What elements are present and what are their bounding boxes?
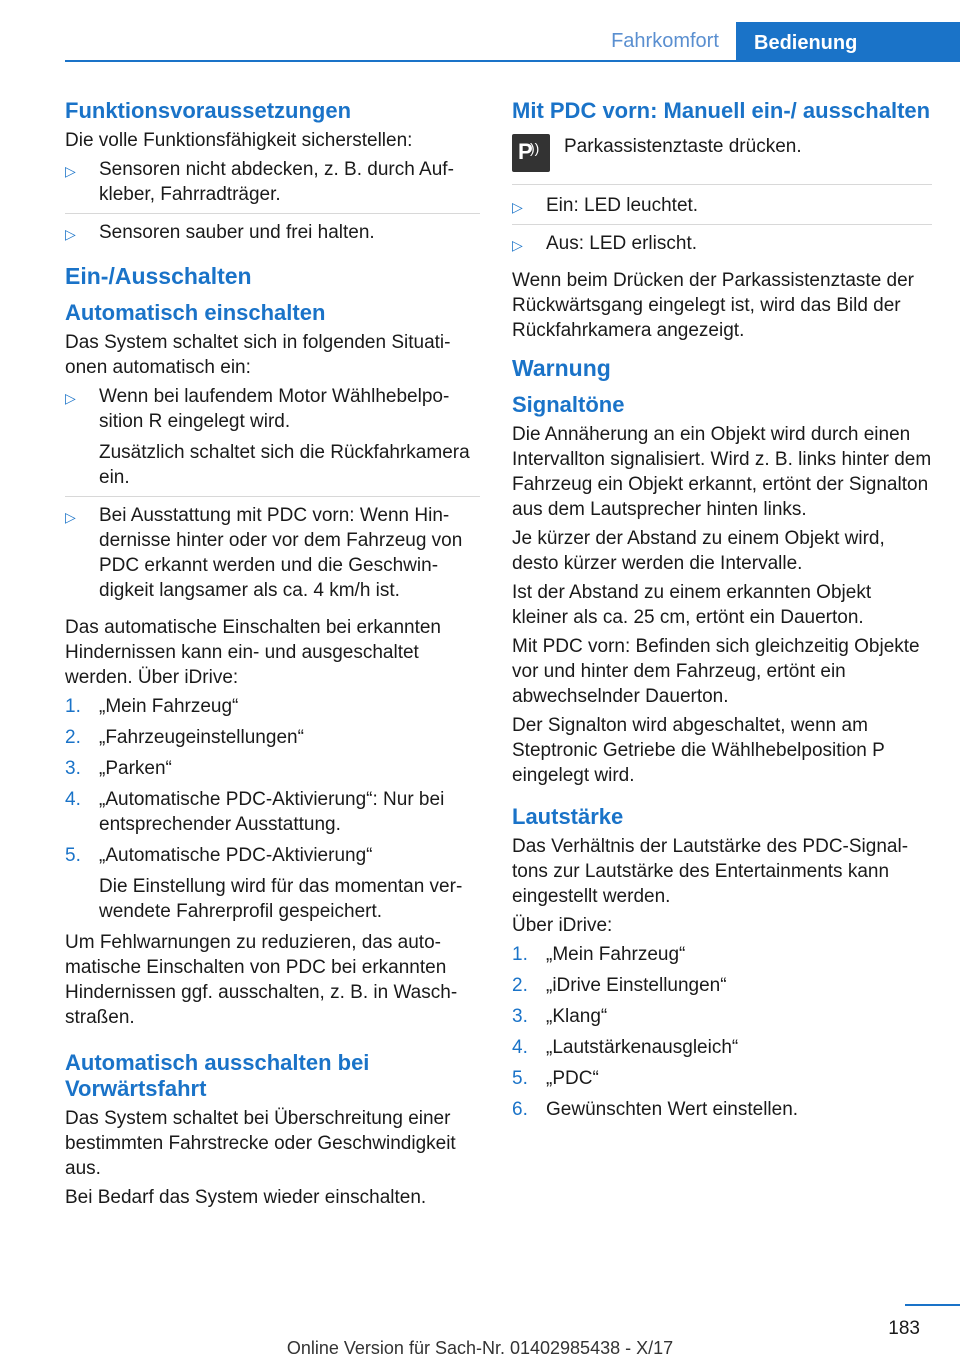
bullet-list	[65, 157, 480, 251]
paragraph: Die Annäherung an ein Objekt wird durch einen Intervallton signalisiert. Wird z. B. links hinter dem Fahrzeug ein Objekt erkannt, ertönt der Signalton aus dem Lautsprecher hinten links.	[512, 424, 932, 520]
pdc-button-text: Parkassistenztaste drücken.	[564, 136, 802, 157]
header-tab-bedienung[interactable]: Bedienung	[736, 22, 960, 62]
footer-rule	[905, 1304, 960, 1306]
bullet-list	[65, 384, 480, 609]
list-item: 4. „Automatische PDC-Aktivierung“: Nur bei entsprechender Ausstattung.	[65, 789, 445, 835]
paragraph: Um Fehlwarnungen zu reduzieren, das automatische Einschalten von PDC bei erkannten Hindernissen ggf. ausschalten, z. B. in Waschstraßen.	[65, 932, 458, 1028]
heading-warnung: Warnung	[512, 355, 611, 381]
list-item: ▷ Sensoren nicht abdecken, z. B. durch Aufkleber, Fahrradträger.	[65, 157, 480, 214]
triangle-bullet-icon: ▷	[65, 226, 76, 242]
right-column	[512, 98, 932, 1128]
heading-automatisch-ausschalten: Automatisch ausschalten bei Vorwärtsfahrt	[65, 1050, 370, 1101]
heading-signaltoene: Signaltöne	[512, 392, 625, 417]
list-item: 4. „Lautstärkenausgleich“	[512, 1037, 739, 1058]
divider	[512, 184, 932, 185]
list-item: ▷ Aus: LED erlischt.	[512, 231, 932, 262]
paragraph: Mit PDC vorn: Befinden sich gleichzeitig Objekte vor und hinter dem Fahrzeug, ertönt ein abwechselnder Dauerton.	[512, 636, 920, 707]
list-item: ▷ Wenn bei laufendem Motor Wählhebelposition R eingelegt wird. Zusätzlich schaltet sich die Rückfahrkamera ein.	[65, 384, 480, 497]
list-item: ▷ Sensoren sauber und frei halten.	[65, 220, 480, 251]
paragraph: Über iDrive:	[512, 915, 613, 936]
triangle-bullet-icon: ▷	[65, 163, 76, 179]
steps-list	[512, 942, 932, 1122]
footer-version: Online Version für Sach-Nr. 01402985438 - X/17	[286, 1338, 674, 1358]
triangle-bullet-icon: ▷	[65, 509, 76, 525]
header-rule	[65, 60, 960, 62]
page-number: 183	[888, 1318, 920, 1339]
heading-funktionsvoraussetzungen: Funktionsvoraussetzungen	[65, 98, 352, 123]
paragraph: Das System schaltet bei Überschreitung einer bestimmten Fahrstrecke oder Geschwindigkeit aus.	[65, 1108, 456, 1179]
heading-lautstaerke: Lautstärke	[512, 804, 624, 829]
paragraph: Wenn beim Drücken der Parkassistenztaste der Rückwärtsgang eingelegt ist, wird das Bild der Rückfahrkamera angezeigt.	[512, 270, 914, 341]
list-item: 5. „Automatische PDC-Aktivierung“ Die Einstellung wird für das momentan verwendete Fahrerprofil gespeichert.	[65, 843, 480, 924]
list-item-note: Zusätzlich schaltet sich die Rückfahrkamera ein.	[99, 442, 470, 488]
paragraph: Das automatische Einschalten bei erkannten Hindernissen kann ein- und ausgeschaltet werden. Über iDrive:	[65, 617, 442, 688]
paragraph: Der Signalton wird abgeschaltet, wenn am Steptronic Getriebe die Wählhebelposition P eingelegt wird.	[512, 715, 885, 786]
paragraph: Bei Bedarf das System wieder einschalten.	[65, 1187, 427, 1208]
list-item-note: Die Einstellung wird für das momentan verwendete Fahrerprofil gespeichert.	[99, 876, 463, 922]
list-item: 1. „Mein Fahrzeug“	[512, 944, 686, 965]
paragraph: Das System schaltet sich in folgenden Situationen automatisch ein:	[65, 332, 451, 378]
list-item: 3. „Klang“	[512, 1006, 608, 1027]
header-tab-fahrkomfort[interactable]: Fahrkomfort	[611, 30, 719, 52]
list-item: 3. „Parken“	[65, 758, 172, 779]
list-item: 1. „Mein Fahrzeug“	[65, 696, 239, 717]
list-item: 6. Gewünschten Wert einstellen.	[512, 1099, 799, 1120]
heading-ein-ausschalten: Ein-/Ausschalten	[65, 263, 252, 289]
park-assist-button-icon: P ))	[512, 134, 550, 172]
heading-automatisch-einschalten: Automatisch einschalten	[65, 300, 326, 325]
left-column	[65, 98, 480, 1214]
triangle-bullet-icon: ▷	[65, 390, 76, 406]
triangle-bullet-icon: ▷	[512, 199, 523, 215]
heading-pdc-vorn: Mit PDC vorn: Manuell ein-/ ausschalten	[512, 98, 931, 123]
list-item: 2. „iDrive Einstellungen“	[512, 975, 727, 996]
list-item: ▷ Bei Ausstattung mit PDC vorn: Wenn Hindernisse hinter oder vor dem Fahrzeug von PDC erkannt werden und die Geschwindigkeit langsamer als ca. 4 km/h ist.	[65, 505, 463, 601]
list-item: 2. „Fahrzeugeinstellungen“	[65, 727, 304, 748]
list-item: 5. „PDC“	[512, 1068, 599, 1089]
bullet-list	[512, 193, 932, 262]
steps-list	[65, 694, 480, 924]
triangle-bullet-icon: ▷	[512, 237, 523, 253]
paragraph: Je kürzer der Abstand zu einem Objekt wird, desto kürzer werden die Intervalle.	[512, 528, 885, 574]
pdc-button-row	[512, 134, 932, 172]
paragraph: Das Verhältnis der Lautstärke des PDC-Signaltons zur Lautstärke des Entertainments kann eingestellt werden.	[512, 836, 909, 907]
list-item: ▷ Ein: LED leuchtet.	[512, 193, 932, 225]
paragraph: Ist der Abstand zu einem erkannten Objekt kleiner als ca. 25 cm, ertönt ein Dauerton.	[512, 582, 872, 628]
paragraph: Die volle Funktionsfähigkeit sicherstellen:	[65, 130, 413, 151]
